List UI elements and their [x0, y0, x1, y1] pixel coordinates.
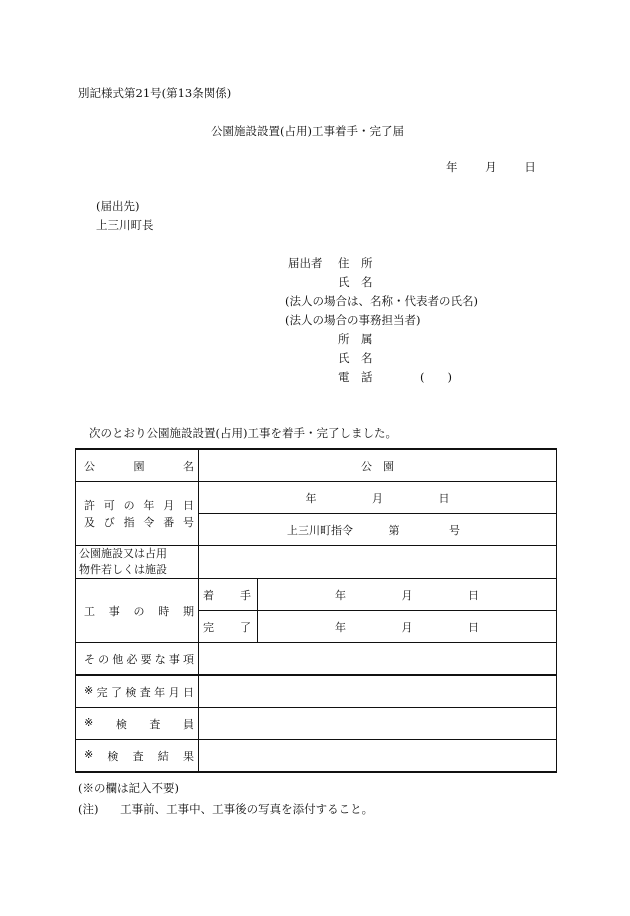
phone-label: 電 話 [338, 370, 373, 384]
inspection-result-row [76, 740, 557, 773]
footnote-2 [78, 801, 373, 817]
park-name-label: 公 園 名 [76, 449, 199, 482]
facility-label [76, 546, 199, 579]
applicant-address-label: 住 所 [338, 256, 373, 270]
start-day: 日 [468, 588, 479, 602]
permit-number-field[interactable] [199, 514, 557, 546]
permit-date-field[interactable] [199, 482, 557, 514]
end-month: 月 [401, 620, 413, 634]
park-name-text: 公 園 [361, 459, 394, 473]
form-number: 別記様式第21号(第13条関係) [78, 86, 232, 100]
addressee-prefix: (届出先) [96, 199, 140, 213]
permit-label: 許 可 の 年 月 日 及 び 指 令 番 号 [76, 482, 199, 546]
footnote-1: (※の欄は記入不要) [78, 781, 179, 795]
inspection-date-field[interactable] [199, 675, 557, 708]
contact-name-label: 氏 名 [338, 351, 373, 365]
facility-label-line2: 物件若しくは施設 [79, 563, 167, 576]
end-day: 日 [468, 620, 479, 634]
inspection-result-field[interactable] [199, 740, 557, 773]
footnote-2-text: 工事前、工事中、工事後の写真を添付すること。 [120, 802, 374, 816]
construction-period-label: 工 事 の 時 期 [76, 579, 199, 643]
permit-number-prefix: 上三川町指令 [287, 523, 353, 537]
end-date-field[interactable] [258, 611, 557, 643]
permit-day: 日 [438, 491, 450, 505]
start-date-field[interactable] [258, 579, 557, 611]
inspection-date-row [76, 675, 557, 708]
end-year: 年 [335, 620, 346, 634]
start-row [76, 579, 557, 611]
applicant-label: 届出者 [288, 256, 323, 270]
applicant-name-label: 氏 名 [338, 275, 373, 289]
permit-number-go: 号 [449, 523, 460, 537]
other-row [76, 643, 557, 676]
intro-text: 次のとおり公園施設設置(占用)工事を着手・完了しました。 [89, 426, 397, 440]
park-name-row [76, 449, 557, 482]
inspection-date-label: ※ 完 了 検 査 年 月 日 [76, 675, 199, 708]
facility-row [76, 546, 557, 579]
start-year: 年 [335, 588, 346, 602]
inspection-result-label: ※ 検 査 結 果 [76, 740, 199, 773]
corp-contact-note: (法人の場合の事務担当者) [285, 313, 421, 327]
phone-paren: ( ) [420, 370, 452, 384]
page-title: 公園施設設置(占用)工事着手・完了届 [211, 124, 404, 138]
other-label: そ の 他 必 要 な 事 項 [76, 643, 199, 676]
dept-label: 所 属 [338, 332, 373, 346]
park-name-value[interactable] [199, 449, 557, 482]
corp-note: (法人の場合は、名称・代表者の氏名) [285, 294, 478, 308]
footnote-2-label: (注) [78, 802, 99, 816]
permit-year: 年 [305, 491, 317, 505]
start-month: 月 [401, 588, 413, 602]
notification-table [75, 448, 557, 773]
inspector-label: ※ 検 査 員 [76, 708, 199, 740]
date-line [446, 159, 536, 175]
start-label: 着 手 [199, 579, 258, 611]
permit-date-row [76, 482, 557, 514]
addressee-name: 上三川町長 [96, 218, 154, 232]
inspector-field[interactable] [199, 708, 557, 740]
other-field[interactable] [199, 643, 557, 676]
date-year: 年 [446, 160, 458, 174]
date-day: 日 [524, 160, 536, 174]
facility-field[interactable] [199, 546, 557, 579]
end-label: 完 了 [199, 611, 258, 643]
inspector-row [76, 708, 557, 740]
facility-label-line1: 公園施設又は占用 [79, 547, 167, 560]
permit-month: 月 [372, 491, 383, 505]
date-month: 月 [485, 160, 497, 174]
permit-number-dai: 第 [388, 523, 400, 537]
